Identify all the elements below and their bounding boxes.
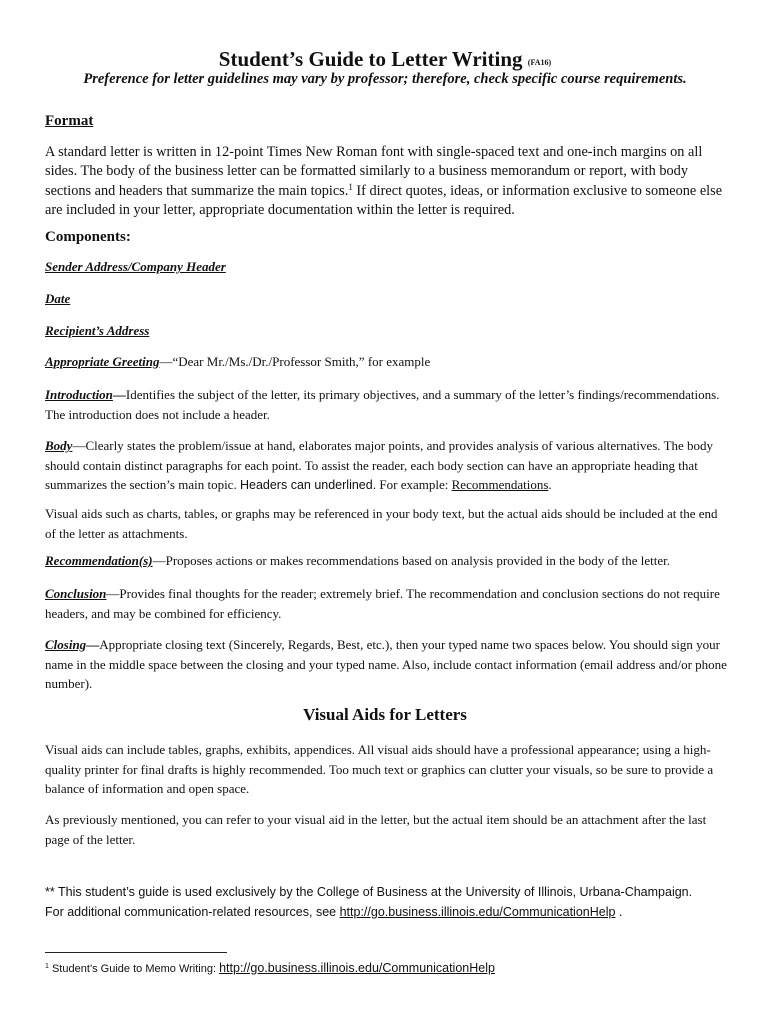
footnote-link[interactable]: http://go.business.illinois.edu/CommunicationHelp: [219, 961, 495, 975]
body-label: Body: [45, 438, 73, 453]
communication-help-link[interactable]: http://go.business.illinois.edu/CommunicationHelp: [339, 905, 616, 919]
greeting-item: [45, 354, 430, 370]
footnote-divider: [45, 952, 227, 953]
body-item: [45, 436, 729, 496]
page-title: [0, 47, 770, 72]
conclusion-item: [45, 584, 729, 623]
recommendation-text: —Proposes actions or makes recommendations based on analysis provided in the body of the letter.: [152, 553, 670, 568]
usage-note: [45, 882, 735, 922]
conclusion-label: Conclusion: [45, 586, 107, 601]
date-label: Date: [45, 291, 71, 306]
conclusion-text: —Provides final thoughts for the reader; extremely brief. The recommendation and conclusion sections do not require headers, and may be combined for efficiency.: [45, 586, 720, 621]
format-text-part1: A standard letter is written in 12-point Times New Roman font with single-spaced text and one-inch margins on all sides. The body of the business letter can be formatted similarly to a business memorandum or report, with body sections and headers that summarize the main topics.: [45, 144, 703, 199]
usage-note-line1: ** This student’s guide is used exclusively by the College of Business at the University of Illinois, Urbana-Champaign.: [45, 885, 693, 899]
body-text: —Clearly states the problem/issue at hand, elaborates major points, and provides analysis of various alternatives. The body should contain distinct paragraphs for each point. To assist the reader, each body section can have an appropriate heading that summarizes the section’s main topic.: [45, 438, 714, 493]
closing-item: [45, 635, 729, 694]
body-end: .: [548, 477, 552, 493]
introduction-dash: —: [112, 387, 126, 402]
introduction-item: [45, 385, 729, 424]
format-text-part2: If direct quotes, ideas, or information exclusive to someone else are included in your letter, appropriate documentation within the letter is required.: [45, 182, 723, 218]
footnote-reference[interactable]: 1: [348, 181, 353, 192]
format-paragraph: [45, 143, 729, 220]
body-headers-note: Headers can underlined.: [239, 478, 377, 493]
body-example-text: For example:: [376, 477, 452, 493]
closing-dash: —: [86, 637, 100, 652]
body-example-word: Recommendations: [451, 477, 549, 493]
visual-aids-heading: Visual Aids for Letters: [303, 705, 467, 724]
visual-aids-note: Visual aids such as charts, tables, or graphs may be referenced in your body text, but the actual aids should be included at the end of the letter as attachments.: [45, 506, 718, 541]
footnote-text: Student’s Guide to Memo Writing:: [48, 963, 220, 975]
components-heading: Components:: [45, 229, 131, 245]
recommendation-label: Recommendation(s): [45, 553, 153, 568]
format-heading: Format: [45, 113, 94, 129]
usage-note-prefix: For additional communication-related resources, see: [45, 905, 340, 919]
footnote-number: 1: [45, 963, 49, 970]
recommendation-item: [45, 553, 670, 569]
sender-address-label: Sender Address/Company Header: [45, 259, 226, 274]
recipient-address-label: Recipient’s Address: [45, 323, 150, 338]
title-tag: (FA16): [527, 58, 552, 67]
closing-text: Appropriate closing text (Sincerely, Regards, Best, etc.), then your typed name two spaces below. You should sign your name in the middle space between the closing and your typed name. Also, include contact information (email address and/or phone number).: [45, 637, 727, 692]
greeting-text: —“Dear Mr./Ms./Dr./Professor Smith,” for example: [159, 354, 431, 369]
footnote: [45, 961, 495, 975]
introduction-label: Introduction: [45, 387, 113, 402]
usage-note-suffix: .: [615, 905, 623, 919]
visual-aids-paragraph-2: As previously mentioned, you can refer to your visual aid in the letter, but the actual item should be an attachment after the last page of the letter.: [45, 812, 707, 847]
page-subtitle: Preference for letter guidelines may vary by professor; therefore, check specific course requirements.: [83, 71, 687, 87]
title-text: Student’s Guide to Letter Writing: [218, 47, 523, 71]
introduction-text: Identifies the subject of the letter, its primary objectives, and a summary of the letter’s findings/recommendations. The introduction does not include a header.: [45, 387, 720, 422]
greeting-label: Appropriate Greeting: [45, 354, 160, 369]
closing-label: Closing: [45, 637, 87, 652]
visual-aids-paragraph-1: Visual aids can include tables, graphs, exhibits, appendices. All visual aids should have a professional appearance; using a high-quality printer for final drafts is highly recommended. Too much text or graphics can clutter your visuals, so be sure to provide a balance of information and open space.: [45, 742, 714, 797]
